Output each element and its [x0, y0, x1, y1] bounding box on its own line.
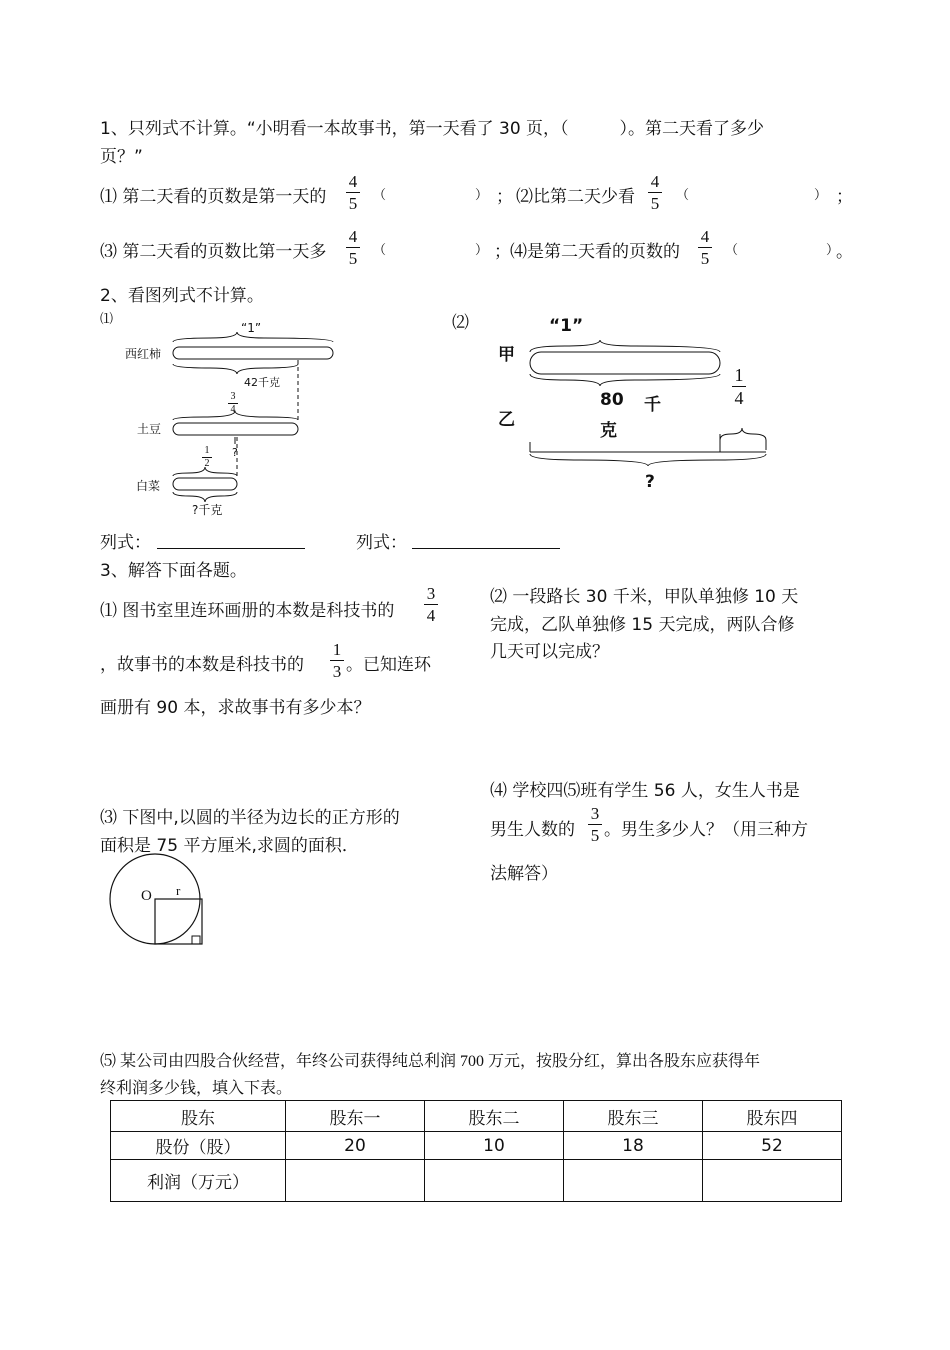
table-header-cell: 股东三	[564, 1101, 703, 1132]
profit-table	[110, 1100, 842, 1202]
q3-title: 3、解答下面各题。	[100, 561, 247, 581]
q3-p1-fraction-1-3	[330, 641, 344, 680]
profit-answer-cell[interactable]	[564, 1160, 703, 1202]
diagram-1-graphic	[100, 320, 360, 520]
tomato-bar	[173, 347, 333, 359]
q1-item-3-open: （	[373, 243, 387, 258]
brace-cabbage-bottom	[173, 492, 237, 502]
q1-item-3-fraction	[346, 228, 360, 267]
fraction-denominator: 5	[348, 249, 358, 268]
q3-p4-fraction-3-5	[588, 805, 602, 844]
formula-label-2: 列式：	[356, 533, 407, 553]
q3-p4-line1: ⑷ 学校四⑸班有学生 56 人，女生人书是	[490, 781, 800, 801]
q1-text-line1: 1、只列式不计算。“小明看一本故事书，第一天看了 30 页，（ ）。第二天看了多少	[100, 119, 765, 139]
table-header-cell: 股东	[111, 1101, 286, 1132]
fraction-denominator: 5	[700, 249, 710, 268]
circle-square-figure	[105, 852, 215, 962]
brace-jia-top	[530, 340, 720, 352]
shares-cell: 20	[286, 1132, 425, 1160]
formula-answer-line-1[interactable]	[157, 548, 305, 549]
q3-p4-line2b: 。男生多少人？（用三种方	[604, 820, 808, 840]
q1-item-3-sep: ；	[494, 242, 511, 262]
table-header-cell: 股东四	[703, 1101, 842, 1132]
label-cabbage: 白菜	[136, 479, 161, 493]
label-question: ?	[645, 472, 655, 492]
diagram-2-label: ⑵	[452, 313, 469, 333]
label-qian: 千	[644, 395, 661, 415]
fraction-numerator: 1	[734, 365, 744, 385]
fraction-numerator: 4	[700, 227, 710, 246]
fraction-denominator: 4	[230, 404, 236, 415]
q1-item-1-close: ）	[475, 188, 489, 203]
label-80: 80	[600, 390, 624, 410]
fraction-denominator: 5	[650, 194, 660, 213]
table-header-row	[111, 1101, 842, 1132]
profit-answer-cell[interactable]	[703, 1160, 842, 1202]
q1-item-1-fraction	[346, 173, 360, 212]
profit-answer-cell[interactable]	[286, 1160, 425, 1202]
table-header-cell: 股东二	[425, 1101, 564, 1132]
label-potato: 土豆	[137, 422, 162, 436]
fraction-denominator: 4	[426, 606, 436, 625]
profit-label: 利润（万元）	[111, 1160, 286, 1202]
diagram-1-label: ⑴	[100, 312, 114, 327]
q3-p1-line2a: ，故事书的本数是科技书的	[100, 655, 304, 675]
q1-item-2-close: ）	[814, 188, 828, 203]
q3-p2-line1: ⑵ 一段路长 30 千米，甲队单独修 10 天	[490, 587, 799, 607]
fraction-numerator: 4	[348, 172, 358, 191]
fraction-denominator: 5	[348, 194, 358, 213]
q3-p2-line2: 完成，乙队单独修 15 天完成，两队合修	[490, 615, 795, 635]
q2-title: 2、看图列式不计算。	[100, 286, 264, 306]
table-row-profit	[111, 1160, 842, 1202]
brace-quarter	[720, 428, 766, 450]
right-angle-mark	[192, 936, 200, 944]
brace-top	[173, 332, 333, 342]
shares-label: 股份（股）	[111, 1132, 286, 1160]
q1-item-3-text: ⑶ 第二天看的页数比第一天多	[100, 242, 327, 262]
jia-bar	[530, 352, 720, 374]
q3-p1-fraction-3-4	[424, 585, 438, 624]
q1-item-2-fraction	[648, 173, 662, 212]
brace-42kg	[173, 364, 298, 374]
label-ke: 克	[600, 421, 617, 441]
q3-p5-line1: ⑸ 某公司由四股合伙经营，年终公司获得纯总利润 700 万元，按股分红，算出各股东应获得年	[100, 1053, 761, 1070]
q1-text-line2: 页？”	[100, 147, 143, 167]
q1-item-1-open: （	[373, 188, 387, 203]
potato-bar	[173, 423, 298, 435]
brace-question	[530, 454, 766, 466]
q3-p1-line2b: 。已知连环	[346, 655, 431, 675]
q1-item-2-open: （	[676, 188, 690, 203]
fraction-denominator: 5	[590, 826, 600, 845]
fraction-numerator: 4	[650, 172, 660, 191]
shares-cell: 18	[564, 1132, 703, 1160]
q1-item-4-text: ⑷是第二天看的页数的	[510, 242, 680, 262]
formula-answer-line-2[interactable]	[412, 548, 560, 549]
label-yi: 乙	[498, 410, 515, 430]
fraction-denominator: 3	[332, 662, 342, 681]
table-row-shares	[111, 1132, 842, 1160]
fraction-numerator: 1	[332, 640, 342, 659]
q3-p1-line3: 画册有 90 本，求故事书有多少本？	[100, 698, 371, 718]
diagram-2-one-label: “1”	[549, 316, 584, 336]
q3-p5-line2: 终利润多少钱，填入下表。	[100, 1080, 293, 1097]
brace-cabbage-top	[173, 467, 237, 476]
label-center-o: O	[141, 888, 152, 904]
label-42kg: 42千克	[244, 376, 280, 389]
fraction-numerator: 3	[590, 804, 600, 823]
cabbage-bar	[173, 478, 237, 490]
label-radius-r: r	[176, 883, 181, 898]
q1-item-3-close: ）	[475, 243, 489, 258]
q1-item-1-sep: ；	[496, 187, 513, 207]
q1-item-1-text: ⑴ 第二天看的页数是第一天的	[100, 187, 327, 207]
brace-potato	[173, 411, 298, 420]
q3-p3-line1: ⑶ 下图中,以圆的半径为边长的正方形的	[100, 808, 400, 828]
label-unknown-kg: ?千克	[192, 503, 223, 517]
fraction-numerator: 3	[230, 391, 236, 402]
fraction-denominator: 2	[204, 458, 210, 469]
label-tomato: 西红柿	[125, 347, 162, 361]
table-header-cell: 股东一	[286, 1101, 425, 1132]
formula-label-1: 列式：	[100, 533, 151, 553]
q3-p4-line2a: 男生人数的	[490, 820, 575, 840]
q3-p1-line1: ⑴ 图书室里连环画册的本数是科技书的	[100, 601, 395, 621]
profit-answer-cell[interactable]	[425, 1160, 564, 1202]
fraction-denominator: 4	[734, 388, 744, 408]
label-question-mark: ?	[232, 446, 238, 459]
fraction-numerator: 1	[204, 445, 210, 456]
q3-p2-line3: 几天可以完成？	[490, 642, 609, 662]
q1-item-4-open: （	[725, 243, 739, 258]
q1-item-2-text: ⑵比第二天少看	[516, 187, 635, 207]
q3-p3-line2: 面积是 75 平方厘米,求圆的面积．	[100, 836, 359, 856]
shares-cell: 10	[425, 1132, 564, 1160]
shares-cell: 52	[703, 1132, 842, 1160]
diagram-2-graphic	[520, 330, 780, 490]
fraction-numerator: 4	[348, 227, 358, 246]
brace-80kg	[530, 374, 720, 386]
q1-item-4-fraction	[698, 228, 712, 267]
label-jia: 甲	[498, 345, 515, 365]
q1-item-4-close: ）	[826, 243, 840, 258]
q1-item-4-sep: 。	[836, 242, 853, 262]
diagram-1-one-label: “1”	[241, 321, 262, 335]
fraction-numerator: 3	[426, 584, 436, 603]
q1-item-2-sep: ；	[836, 187, 853, 207]
q3-p4-line3: 法解答）	[490, 864, 558, 884]
